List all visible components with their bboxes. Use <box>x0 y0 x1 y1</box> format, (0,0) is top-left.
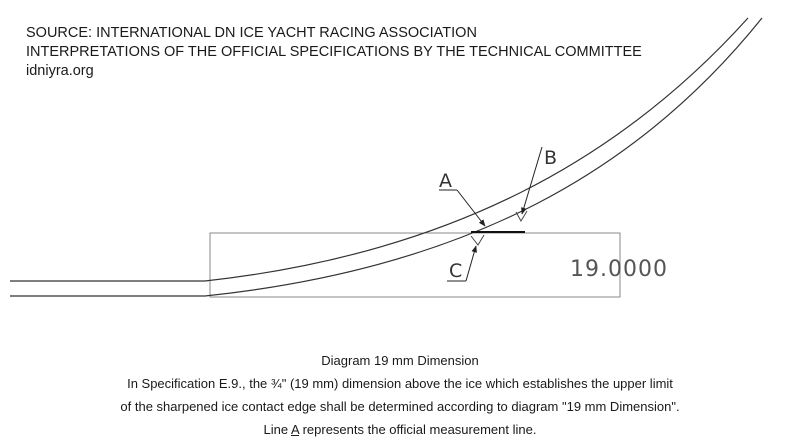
dimension-value: 19.0000 <box>570 257 668 282</box>
caption-title: Diagram 19 mm Dimension <box>321 353 479 368</box>
runner-outer-curve <box>10 18 762 296</box>
leader-a-arrow <box>457 190 485 226</box>
caption-line-2: of the sharpened ice contact edge shall be determined according to diagram "19 mm Dimension". <box>120 399 680 414</box>
caption-line-a-ref: A <box>291 422 299 437</box>
runner-inner-curve <box>10 18 748 281</box>
label-a: A <box>439 170 452 192</box>
website-line: idniyra.org <box>26 63 94 79</box>
caption-block <box>0 349 800 441</box>
edge-marker-b <box>516 211 527 221</box>
leader-c-arrow <box>466 246 476 281</box>
label-c: C <box>449 260 463 282</box>
source-line: SOURCE: INTERNATIONAL DN ICE YACHT RACING ASSOCIATION <box>26 25 477 41</box>
caption-line-3 <box>0 418 800 441</box>
caption-line-3-prefix: Line <box>263 422 291 437</box>
leader-b-arrow <box>522 147 542 214</box>
caption-line-1: In Specification E.9., the ¾" (19 mm) dimension above the ice which establishes the upper limit <box>127 376 673 391</box>
edge-marker-c <box>471 235 484 245</box>
caption-line-3-suffix: represents the official measurement line. <box>298 422 537 437</box>
label-b: B <box>544 147 558 169</box>
interpretations-line: INTERPRETATIONS OF THE OFFICIAL SPECIFICATIONS BY THE TECHNICAL COMMITTEE <box>26 44 642 60</box>
